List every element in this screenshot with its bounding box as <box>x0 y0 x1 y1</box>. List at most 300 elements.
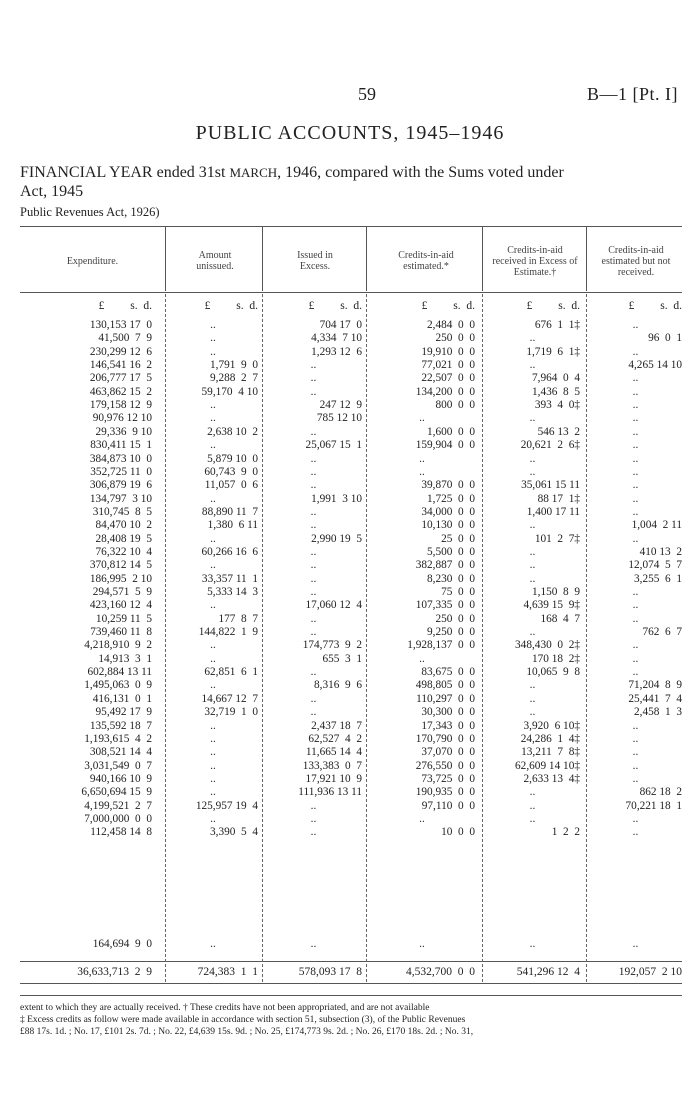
cell-excess: 247 12 9 <box>319 399 362 412</box>
cell-credits-received: .. <box>529 786 536 799</box>
cell-excess: .. <box>310 666 317 679</box>
cell-expenditure: 308,521 14 4 <box>89 746 152 759</box>
total-expenditure: 36,633,713 2 9 <box>77 966 152 978</box>
table-row <box>0 438 700 452</box>
units-unissued: £ s. d. <box>204 300 258 312</box>
cell-credits-received: 10,065 9 8 <box>526 666 580 679</box>
cell-excess: .. <box>310 519 317 532</box>
totals-top-rule <box>20 961 682 962</box>
col-divider-4 <box>482 226 483 291</box>
cell-expenditure: 7,000,000 0 0 <box>84 812 152 825</box>
cell-credits-estimated: .. <box>419 938 425 950</box>
cell-credits-estimated: 9,250 0 0 <box>426 626 475 639</box>
cell-credits-not-received: 410 13 2 <box>639 545 682 558</box>
cell-excess: .. <box>310 826 317 839</box>
cell-excess: 2,437 18 7 <box>311 719 362 732</box>
table-row <box>0 572 700 586</box>
cell-expenditure: 1,495,063 0 9 <box>84 679 152 692</box>
cell-credits-not-received: .. <box>632 732 639 745</box>
cell-expenditure: 186,995 2 10 <box>89 572 152 585</box>
cell-expenditure: 602,884 13 11 <box>87 666 152 679</box>
units-credits-received: £ s. d. <box>526 300 580 312</box>
table-row <box>0 759 700 773</box>
cell-expenditure: 10,259 11 5 <box>95 612 152 625</box>
cell-credits-received: .. <box>529 812 536 825</box>
cell-unissued: .. <box>210 732 216 745</box>
cell-credits-received: .. <box>529 545 536 558</box>
cell-credits-not-received: .. <box>632 759 639 772</box>
units-row <box>0 300 700 314</box>
cell-credits-estimated: 382,887 0 0 <box>415 559 475 572</box>
cell-excess: 111,936 13 11 <box>298 786 362 799</box>
cell-credits-received: .. <box>529 799 536 812</box>
table-row <box>0 331 700 345</box>
cell-excess: 17,921 10 9 <box>305 772 362 785</box>
cell-excess: 8,316 9 6 <box>313 679 362 692</box>
cell-credits-received: 170 18 2‡ <box>531 652 580 665</box>
cell-credits-estimated: 10 0 0 <box>441 826 475 839</box>
cell-credits-received: 7,964 0 4 <box>531 372 580 385</box>
cell-expenditure: 310,745 8 5 <box>92 505 152 518</box>
cell-credits-received: 13,211 7 8‡ <box>521 746 580 759</box>
cell-excess: .. <box>310 812 317 825</box>
cell-credits-not-received: .. <box>632 612 639 625</box>
cell-credits-not-received: .. <box>632 372 639 385</box>
cell-credits-not-received: .. <box>632 425 639 438</box>
cell-expenditure: 3,031,549 0 7 <box>84 759 152 772</box>
cell-credits-not-received: 12,074 5 7 <box>628 559 682 572</box>
cell-credits-not-received: 96 0 1 <box>648 332 682 345</box>
table-row <box>0 492 700 506</box>
table-row <box>0 678 700 692</box>
table-row <box>0 318 700 332</box>
cell-credits-estimated: 8,230 0 0 <box>426 572 475 585</box>
cell-expenditure: 4,199,521 2 7 <box>84 799 152 812</box>
cell-credits-estimated: 5,500 0 0 <box>426 545 475 558</box>
footnote-line-3: £88 17s. 1d. ; No. 17, £101 2s. 7d. ; No. 22, £4,639 15s. 9d. ; No. 25, £174,773 9s. 2d. ; No. 26, £170 18s. 2d. ; No. 31, <box>20 1027 474 1037</box>
cell-excess: 11,665 14 4 <box>305 746 362 759</box>
cell-excess: .. <box>310 385 317 398</box>
cell-credits-estimated: 1,725 0 0 <box>426 492 475 505</box>
table-row <box>0 705 700 719</box>
header-expenditure: Expenditure. <box>66 255 119 267</box>
footnote-line-1: extent to which they are actually received. † These credits have not been appropriated, and are not available <box>20 1003 430 1013</box>
cell-unissued: .. <box>210 492 216 505</box>
totals-row <box>0 965 700 979</box>
subtitle <box>20 163 682 201</box>
cell-unissued: 60,266 16 6 <box>201 545 258 558</box>
cell-credits-not-received: 762 6 7 <box>642 626 682 639</box>
cell-expenditure: 146,541 16 2 <box>89 359 152 372</box>
table-row <box>0 785 700 799</box>
table-row <box>0 505 700 519</box>
cell-credits-estimated: 34,000 0 0 <box>421 505 475 518</box>
cell-unissued: .. <box>210 719 216 732</box>
footnote-line-2: ‡ Excess credits as follow were made available in accordance with section 51, subsection (3), of the Public Revenues <box>20 1015 466 1025</box>
cell-expenditure: 206,777 17 5 <box>89 372 152 385</box>
table-row <box>0 745 700 759</box>
cell-expenditure: 294,571 5 9 <box>92 586 152 598</box>
cell-unissued: .. <box>210 319 216 331</box>
cell-credits-estimated: 37,070 0 0 <box>421 746 475 759</box>
cell-credits-received: .. <box>529 679 536 692</box>
table-row <box>0 411 700 425</box>
page-number: 59 <box>358 84 376 104</box>
cell-credits-estimated: 190,935 0 0 <box>415 786 475 799</box>
table-row <box>0 545 700 559</box>
table-row <box>0 625 700 639</box>
cell-expenditure: 29,336 9 10 <box>95 425 152 438</box>
cell-credits-received: 3,920 6 10‡ <box>523 719 580 732</box>
cell-credits-received: 393 4 0‡ <box>534 399 580 412</box>
header-credits-estimated: Credits-in-aid estimated.* <box>398 250 454 272</box>
cell-excess: .. <box>310 692 317 705</box>
cell-expenditure: 95,492 17 9 <box>95 706 152 719</box>
cell-credits-not-received: .. <box>632 772 639 785</box>
cell-credits-estimated: 110,297 0 0 <box>416 692 475 705</box>
cell-credits-not-received: 70,221 18 1 <box>625 799 682 812</box>
cell-unissued: .. <box>210 345 216 358</box>
cell-excess: .. <box>310 938 317 950</box>
units-excess: £ s. d. <box>308 300 362 312</box>
cell-credits-estimated: 25 0 0 <box>441 532 475 545</box>
cell-credits-not-received: .. <box>632 412 639 425</box>
cell-credits-estimated: 19,910 0 0 <box>421 345 475 358</box>
cell-credits-not-received: .. <box>632 652 639 665</box>
cell-expenditure: 423,160 12 4 <box>89 599 152 612</box>
footnote-rule <box>20 995 682 996</box>
cell-unissued: .. <box>210 439 216 452</box>
table-row <box>0 638 700 652</box>
cell-excess: 4,334 7 10 <box>311 332 362 345</box>
cell-credits-received: .. <box>529 572 536 585</box>
cell-unissued: .. <box>210 639 216 652</box>
table-row <box>0 398 700 412</box>
table-row <box>0 345 700 359</box>
cell-credits-not-received: .. <box>632 452 639 465</box>
cell-credits-estimated: .. <box>419 412 425 425</box>
cell-expenditure: 76,322 10 4 <box>95 545 152 558</box>
cell-expenditure: 6,650,694 15 9 <box>81 786 152 799</box>
cell-excess: .. <box>310 505 317 518</box>
table-row <box>0 612 700 626</box>
subnote: Public Revenues Act, 1926) <box>20 205 160 219</box>
cell-credits-not-received: .. <box>632 586 639 598</box>
cell-credits-estimated: 159,904 0 0 <box>415 439 475 452</box>
cell-excess: .. <box>310 425 317 438</box>
col-divider-5 <box>586 226 587 291</box>
cell-credits-received: 35,061 15 11 <box>521 479 580 492</box>
table-row <box>0 772 700 786</box>
cell-unissued: .. <box>210 652 216 665</box>
cell-credits-received: 62,609 14 10‡ <box>515 759 580 772</box>
cell-credits-not-received: .. <box>632 345 639 358</box>
cell-expenditure: 28,408 19 5 <box>95 532 152 545</box>
cell-unissued: 3,390 5 4 <box>209 826 258 839</box>
cell-expenditure: 463,862 15 2 <box>89 385 152 398</box>
cell-credits-estimated: 170,790 0 0 <box>415 732 475 745</box>
cell-credits-not-received: .. <box>632 812 639 825</box>
cell-expenditure: 135,592 18 7 <box>89 719 152 732</box>
cell-excess: .. <box>310 545 317 558</box>
cell-credits-estimated: .. <box>419 465 425 478</box>
cell-excess: 1,991 3 10 <box>311 492 362 505</box>
cell-unissued: 2,638 10 2 <box>207 425 258 438</box>
cell-credits-not-received: .. <box>632 599 639 612</box>
cell-credits-not-received: .. <box>632 719 639 732</box>
table-row <box>0 652 700 666</box>
cell-credits-not-received: 862 18 2 <box>639 786 682 799</box>
table-row <box>0 692 700 706</box>
cell-credits-estimated: 75 0 0 <box>441 586 475 598</box>
cell-expenditure: 90,976 12 10 <box>92 412 152 425</box>
cell-unissued: .. <box>210 786 216 799</box>
cell-unissued: 125,957 19 4 <box>195 799 258 812</box>
table-row <box>0 358 700 372</box>
cell-credits-received: .. <box>529 559 536 572</box>
cell-unissued: .. <box>210 938 216 950</box>
cell-unissued: 11,057 0 6 <box>204 479 258 492</box>
header-excess: Issued in Excess. <box>297 250 333 272</box>
cell-excess: .. <box>310 572 317 585</box>
cell-credits-received: .. <box>529 465 536 478</box>
cell-credits-received: .. <box>529 519 536 532</box>
cell-credits-not-received: .. <box>632 465 639 478</box>
table-row <box>0 598 700 612</box>
units-credits-estimated: £ s. d. <box>421 300 475 312</box>
cell-expenditure: 940,166 10 9 <box>89 772 152 785</box>
table-row <box>0 465 700 479</box>
cell-expenditure: 179,158 12 9 <box>89 399 152 412</box>
cell-credits-not-received: .. <box>632 938 639 950</box>
cell-unissued: .. <box>210 412 216 425</box>
total-credits-not-received: 192,057 2 10 <box>618 966 682 978</box>
cell-credits-received: 1,150 8 9 <box>531 586 580 598</box>
table-row <box>0 719 700 733</box>
table-row <box>0 371 700 385</box>
cell-credits-not-received: .. <box>632 492 639 505</box>
cell-credits-estimated: 107,335 0 0 <box>415 599 475 612</box>
col-divider-3 <box>366 226 367 291</box>
cell-credits-not-received: .. <box>632 639 639 652</box>
cell-credits-estimated: .. <box>419 812 425 825</box>
cell-credits-estimated: 250 0 0 <box>435 612 475 625</box>
cell-credits-estimated: 17,343 0 0 <box>421 719 475 732</box>
cell-credits-not-received: 25,441 7 4 <box>628 692 682 705</box>
cell-credits-received: 676 1 1‡ <box>534 319 580 331</box>
cell-credits-received: .. <box>529 938 536 950</box>
cell-expenditure: 1,193,615 4 2 <box>84 732 152 745</box>
cell-credits-received: .. <box>529 706 536 719</box>
subtitle-month: MARCH <box>229 165 278 180</box>
cell-excess: 785 12 10 <box>316 412 362 425</box>
cell-expenditure: 164,694 9 0 <box>92 938 152 950</box>
cell-unissued: .. <box>210 746 216 759</box>
cell-excess: 174,773 9 2 <box>302 639 362 652</box>
cell-expenditure: 130,153 17 0 <box>89 319 152 331</box>
units-credits-not-received: £ s. d. <box>628 300 682 312</box>
cell-credits-not-received: .. <box>632 532 639 545</box>
cell-expenditure: 134,797 3 10 <box>89 492 152 505</box>
cell-unissued: .. <box>210 559 216 572</box>
cell-credits-estimated: .. <box>419 652 425 665</box>
cell-unissued: .. <box>210 812 216 825</box>
cell-unissued: 59,170 4 10 <box>201 385 258 398</box>
cell-expenditure: 384,873 10 0 <box>89 452 152 465</box>
table-row <box>0 518 700 532</box>
cell-credits-received: 1 2 2 <box>551 826 580 839</box>
cell-excess: .. <box>310 465 317 478</box>
cell-unissued: .. <box>210 532 216 545</box>
cell-credits-estimated: 97,110 0 0 <box>421 799 475 812</box>
cell-credits-estimated: 276,550 0 0 <box>415 759 475 772</box>
cell-credits-received: 1,719 6 1‡ <box>526 345 580 358</box>
cell-expenditure: 416,131 0 1 <box>92 692 152 705</box>
cell-credits-estimated: 22,507 0 0 <box>421 372 475 385</box>
cell-unissued: .. <box>210 599 216 612</box>
cell-unissued: 60,743 9 0 <box>204 465 258 478</box>
cell-excess: .. <box>310 359 317 372</box>
cell-credits-received: .. <box>529 359 536 372</box>
cell-unissued: 33,357 11 1 <box>201 572 258 585</box>
cell-credits-received: 1,400 17 11 <box>526 505 580 518</box>
cell-credits-estimated: 39,870 0 0 <box>421 479 475 492</box>
cell-credits-not-received: 3,255 6 1 <box>633 572 682 585</box>
cell-credits-received: .. <box>529 692 536 705</box>
col-divider-1 <box>165 226 166 291</box>
cell-credits-estimated: 77,021 0 0 <box>421 359 475 372</box>
page-code: B—1 [Pt. I] <box>587 84 678 104</box>
cell-credits-received: 2,633 13 4‡ <box>523 772 580 785</box>
table-row <box>0 425 700 439</box>
cell-expenditure: 306,879 19 6 <box>89 479 152 492</box>
cell-credits-received: 1,436 8 5 <box>531 385 580 398</box>
cell-excess: .. <box>310 372 317 385</box>
cell-credits-received: 348,430 0 2‡ <box>515 639 580 652</box>
cell-credits-received: .. <box>529 626 536 639</box>
cell-credits-estimated: 83,675 0 0 <box>421 666 475 679</box>
cell-expenditure: 230,299 12 6 <box>89 345 152 358</box>
cell-expenditure: 112,458 14 8 <box>90 826 152 839</box>
total-credits-estimated: 4,532,700 0 0 <box>406 966 475 978</box>
cell-credits-estimated: 800 0 0 <box>435 399 475 412</box>
cell-unissued: 5,879 10 0 <box>207 452 258 465</box>
table-row <box>0 478 700 492</box>
cell-unissued: 9,288 2 7 <box>209 372 258 385</box>
cell-credits-not-received: .. <box>632 666 639 679</box>
cell-excess: .. <box>310 799 317 812</box>
table-row <box>0 532 700 546</box>
table-row <box>0 385 700 399</box>
cell-unissued: .. <box>210 679 216 692</box>
cell-credits-estimated: 1,600 0 0 <box>426 425 475 438</box>
cell-credits-estimated: 498,805 0 0 <box>415 679 475 692</box>
cell-unissued: .. <box>210 332 216 345</box>
cell-credits-received: .. <box>529 452 536 465</box>
cell-unissued: 177 8 7 <box>218 612 258 625</box>
cell-credits-not-received: .. <box>632 505 639 518</box>
cell-excess: 655 3 1 <box>322 652 362 665</box>
cell-credits-estimated: 134,200 0 0 <box>415 385 475 398</box>
subtitle-part-b: , 1946, compared with the Sums voted under <box>277 164 564 181</box>
cell-credits-estimated: 30,300 0 0 <box>421 706 475 719</box>
cell-expenditure: 41,500 7 9 <box>98 332 152 345</box>
cell-credits-estimated: 2,484 0 0 <box>426 319 475 331</box>
cell-excess: .. <box>310 586 317 598</box>
cell-excess: .. <box>310 706 317 719</box>
cell-credits-received: .. <box>529 332 536 345</box>
cell-excess: .. <box>310 626 317 639</box>
cell-credits-not-received: .. <box>632 399 639 412</box>
cell-excess: 2,990 19 5 <box>311 532 362 545</box>
cell-excess: 17,060 12 4 <box>305 599 362 612</box>
table-row <box>0 812 700 826</box>
page-title: PUBLIC ACCOUNTS, 1945–1946 <box>195 122 505 144</box>
cell-excess: 704 17 0 <box>319 319 362 331</box>
cell-credits-not-received: .. <box>632 385 639 398</box>
cell-credits-estimated: .. <box>419 452 425 465</box>
totals-bottom-rule <box>20 983 682 984</box>
subtitle-part-a: FINANCIAL YEAR ended 31st <box>20 164 230 181</box>
cell-credits-estimated: 10,130 0 0 <box>421 519 475 532</box>
cell-excess: .. <box>310 612 317 625</box>
col-divider-2 <box>262 226 263 291</box>
cell-credits-not-received: 4,265 14 10 <box>628 359 682 372</box>
cell-credits-received: 24,286 1 4‡ <box>520 732 580 745</box>
cell-unissued: 1,380 6 11 <box>207 519 258 532</box>
cell-excess: 1,293 12 6 <box>311 345 362 358</box>
cell-unissued: 62,851 6 1 <box>204 666 258 679</box>
cell-unissued: .. <box>210 772 216 785</box>
cell-credits-not-received: 71,204 8 9 <box>628 679 682 692</box>
table-top-rule <box>20 226 682 227</box>
cell-credits-received: 101 2 7‡ <box>534 532 580 545</box>
cell-excess: .. <box>310 452 317 465</box>
cell-excess: .. <box>310 559 317 572</box>
cell-excess: 133,383 0 7 <box>302 759 362 772</box>
table-row-final <box>0 937 700 951</box>
header-credits-received: Credits-in-aid received in Excess of Estimate.† <box>492 244 578 278</box>
cell-expenditure: 84,470 10 2 <box>95 519 152 532</box>
subtitle-line2: Act, 1945 <box>20 183 84 200</box>
cell-credits-not-received: 2,458 1 3 <box>633 706 682 719</box>
cell-unissued: 1,791 9 0 <box>209 359 258 372</box>
cell-credits-not-received: 1,004 2 11 <box>631 519 682 532</box>
cell-credits-estimated: 73,725 0 0 <box>421 772 475 785</box>
cell-unissued: 5,333 14 3 <box>207 586 258 598</box>
cell-expenditure: 739,460 11 8 <box>90 626 152 639</box>
table-row <box>0 452 700 466</box>
cell-unissued: 144,822 1 9 <box>198 626 258 639</box>
cell-expenditure: 370,812 14 5 <box>89 559 152 572</box>
cell-excess: 62,527 4 2 <box>308 732 362 745</box>
total-credits-received: 541,296 12 4 <box>516 966 580 978</box>
cell-expenditure: 352,725 11 0 <box>90 465 152 478</box>
cell-credits-received: 88 17 1‡ <box>537 492 580 505</box>
cell-unissued: 88,890 11 7 <box>201 505 258 518</box>
header-unissued: Amount unissued. <box>196 250 234 272</box>
header-bottom-rule <box>20 292 682 293</box>
table-row <box>0 799 700 813</box>
units-expenditure: £ s. d. <box>98 300 152 312</box>
cell-credits-received: 168 4 7 <box>540 612 580 625</box>
header-credits-not-received: Credits-in-aid estimated but not received. <box>601 244 671 278</box>
cell-excess: .. <box>310 479 317 492</box>
cell-excess: 25,067 15 1 <box>305 439 362 452</box>
cell-credits-received: 4,639 15 9‡ <box>523 599 580 612</box>
cell-expenditure: 830,411 15 1 <box>90 439 152 452</box>
cell-credits-received: 546 13 2 <box>537 425 580 438</box>
